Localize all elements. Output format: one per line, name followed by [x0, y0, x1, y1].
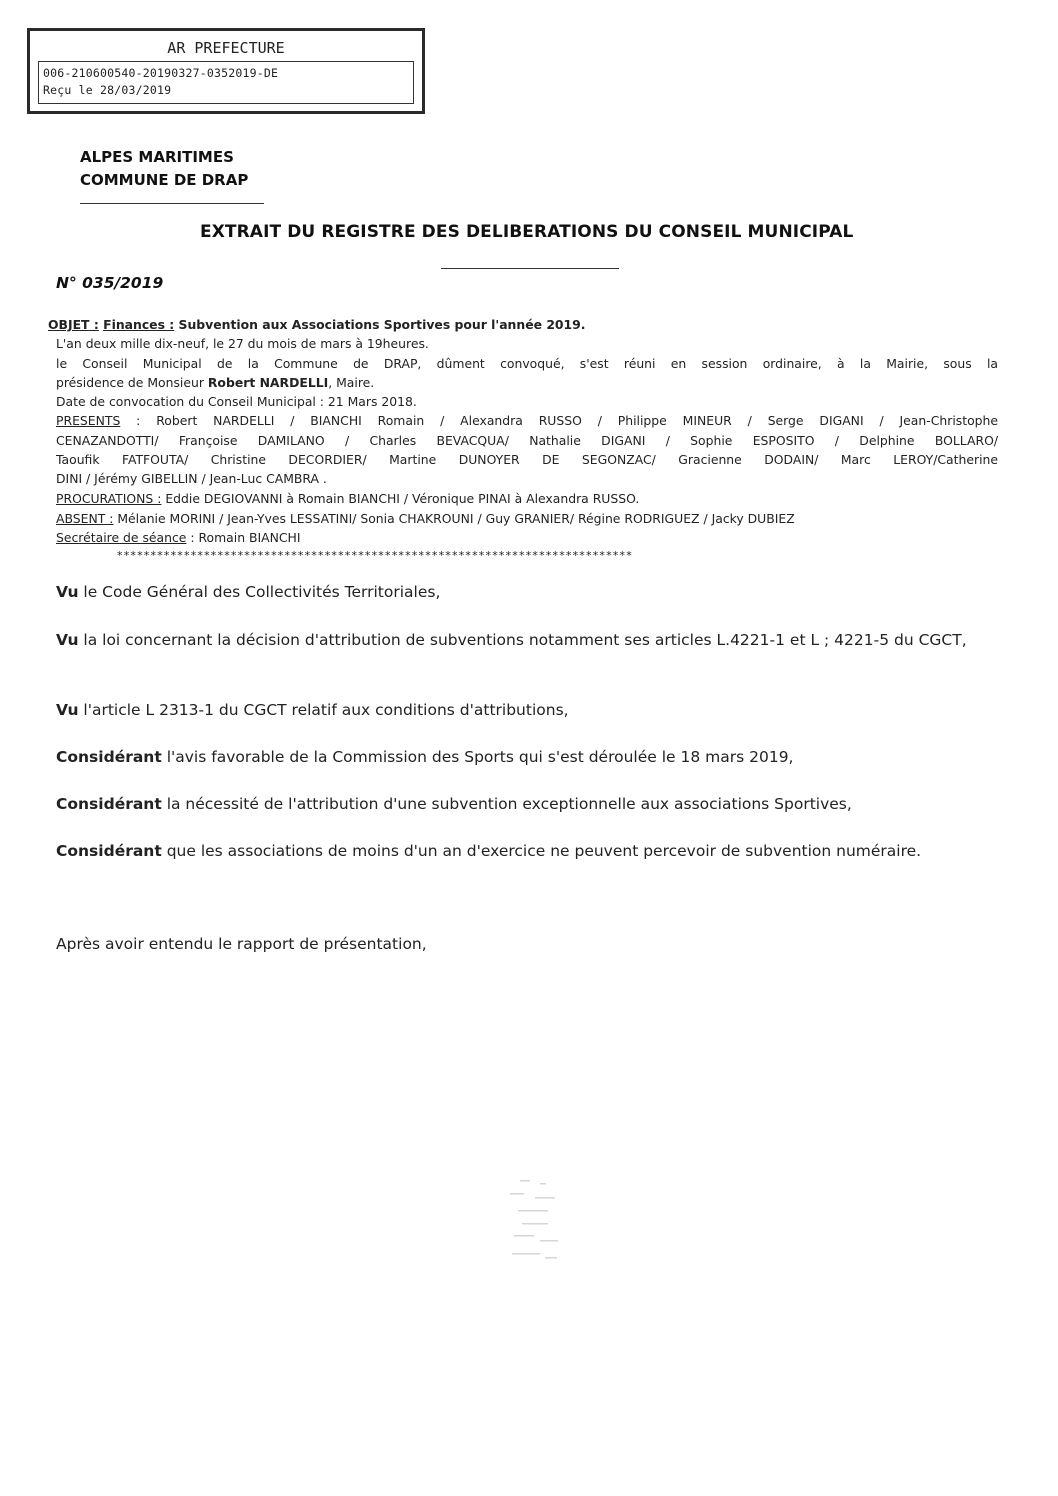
intro-date-line: L'an deux mille dix-neuf, le 27 du mois de mars à 19heures. — [56, 336, 429, 351]
absent-line — [56, 510, 795, 529]
consideration-text: l'article L 2313-1 du CGCT relatif aux conditions d'attributions, — [78, 701, 569, 719]
separator-stars: ***************************************************************************** — [117, 549, 633, 562]
deliberation-number: N° 035/2019 — [56, 274, 164, 292]
consideration-5 — [56, 792, 998, 816]
consideration-4 — [56, 745, 998, 769]
procurations-line — [56, 490, 639, 509]
commune-name: COMMUNE DE DRAP — [80, 171, 249, 189]
consideration-lead: Considérant — [56, 795, 162, 813]
secretary-text: : Romain BIANCHI — [186, 530, 301, 545]
presents-label: PRESENTS — [56, 413, 121, 428]
consideration-text: le Code Général des Collectivités Territoriales, — [78, 583, 441, 601]
header-divider — [80, 203, 264, 204]
consideration-lead: Vu — [56, 583, 79, 601]
stamp-reference-box — [38, 61, 414, 104]
department-name: ALPES MARITIMES — [80, 148, 234, 166]
stamp-reference: 006-210600540-20190327-0352019-DE — [43, 66, 279, 80]
consideration-text: la nécessité de l'attribution d'une subvention exceptionnelle aux associations Sportives, — [161, 795, 852, 813]
presents-text-1: : Robert NARDELLI / BIANCHI Romain / Alexandra RUSSO / Philippe MINEUR / Serge DIGANI / Jean-Christophe — [120, 413, 998, 428]
intro-council-line: le Conseil Municipal de la Commune de DRAP, dûment convoqué, s'est réuni en session ordinaire, à la Mairie, sous la — [56, 356, 998, 371]
title-divider — [441, 268, 619, 269]
presents-line-3: Taoufik FATFOUTA/ Christine DECORDIER/ Martine DUNOYER DE SEGONZAC/ Gracienne DODAIN/ Marc LEROY/Catherine — [56, 452, 998, 467]
prefecture-stamp — [27, 28, 425, 114]
consideration-1 — [56, 580, 998, 604]
procurations-label: PROCURATIONS : — [56, 491, 162, 506]
document-title: EXTRAIT DU REGISTRE DES DELIBERATIONS DU CONSEIL MUNICIPAL — [200, 222, 854, 242]
objet-label: OBJET : — [48, 317, 99, 332]
stamp-title: AR PREFECTURE — [167, 39, 285, 57]
presents-line-1 — [56, 412, 998, 431]
secretary-line — [56, 529, 301, 548]
absent-label: ABSENT : — [56, 511, 114, 526]
objet-text: Subvention aux Associations Sportives pour l'année 2019. — [178, 317, 586, 332]
objet-category: Finances : — [103, 317, 175, 332]
secretary-label: Secrétaire de séance — [56, 530, 187, 545]
presents-line-2: CENAZANDOTTI/ Françoise DAMILANO / Charles BEVACQUA/ Nathalie DIGANI / Sophie ESPOSITO / Delphine BOLLARO/ — [56, 433, 998, 448]
presidency-suffix: , Maire. — [328, 375, 375, 390]
procurations-text: Eddie DEGIOVANNI à Romain BIANCHI / Véronique PINAI à Alexandra RUSSO. — [161, 491, 640, 506]
consideration-lead: Vu — [56, 701, 79, 719]
consideration-3 — [56, 698, 998, 722]
consideration-text: l'avis favorable de la Commission des Sports qui s'est déroulée le 18 mars 2019, — [161, 748, 794, 766]
consideration-text: que les associations de moins d'un an d'exercice ne peuvent percevoir de subvention numéraire. — [161, 842, 922, 860]
consideration-2 — [56, 628, 998, 652]
stamp-received-date: Reçu le 28/03/2019 — [43, 83, 172, 97]
absent-text: Mélanie MORINI / Jean-Yves LESSATINI/ Sonia CHAKROUNI / Guy GRANIER/ Régine RODRIGUEZ / Jacky DUBIEZ — [113, 511, 795, 526]
objet-line — [48, 316, 586, 335]
presidency-prefix: présidence de Monsieur — [56, 375, 208, 390]
consideration-6 — [56, 839, 998, 863]
intro-presidency-line — [56, 374, 374, 393]
closing-statement: Après avoir entendu le rapport de présentation, — [56, 935, 427, 953]
convocation-date-line: Date de convocation du Conseil Municipal : 21 Mars 2018. — [56, 394, 417, 409]
consideration-text: la loi concernant la décision d'attribution de subventions notamment ses articles L.4221-1 et L ; 4221-5 du CGCT, — [78, 631, 967, 649]
mayor-name: Robert NARDELLI — [207, 375, 329, 390]
presents-line-4: DINI / Jérémy GIBELLIN / Jean-Luc CAMBRA . — [56, 471, 327, 486]
scan-artifact — [500, 1175, 590, 1270]
consideration-lead: Considérant — [56, 748, 162, 766]
consideration-lead: Considérant — [56, 842, 162, 860]
consideration-lead: Vu — [56, 631, 79, 649]
